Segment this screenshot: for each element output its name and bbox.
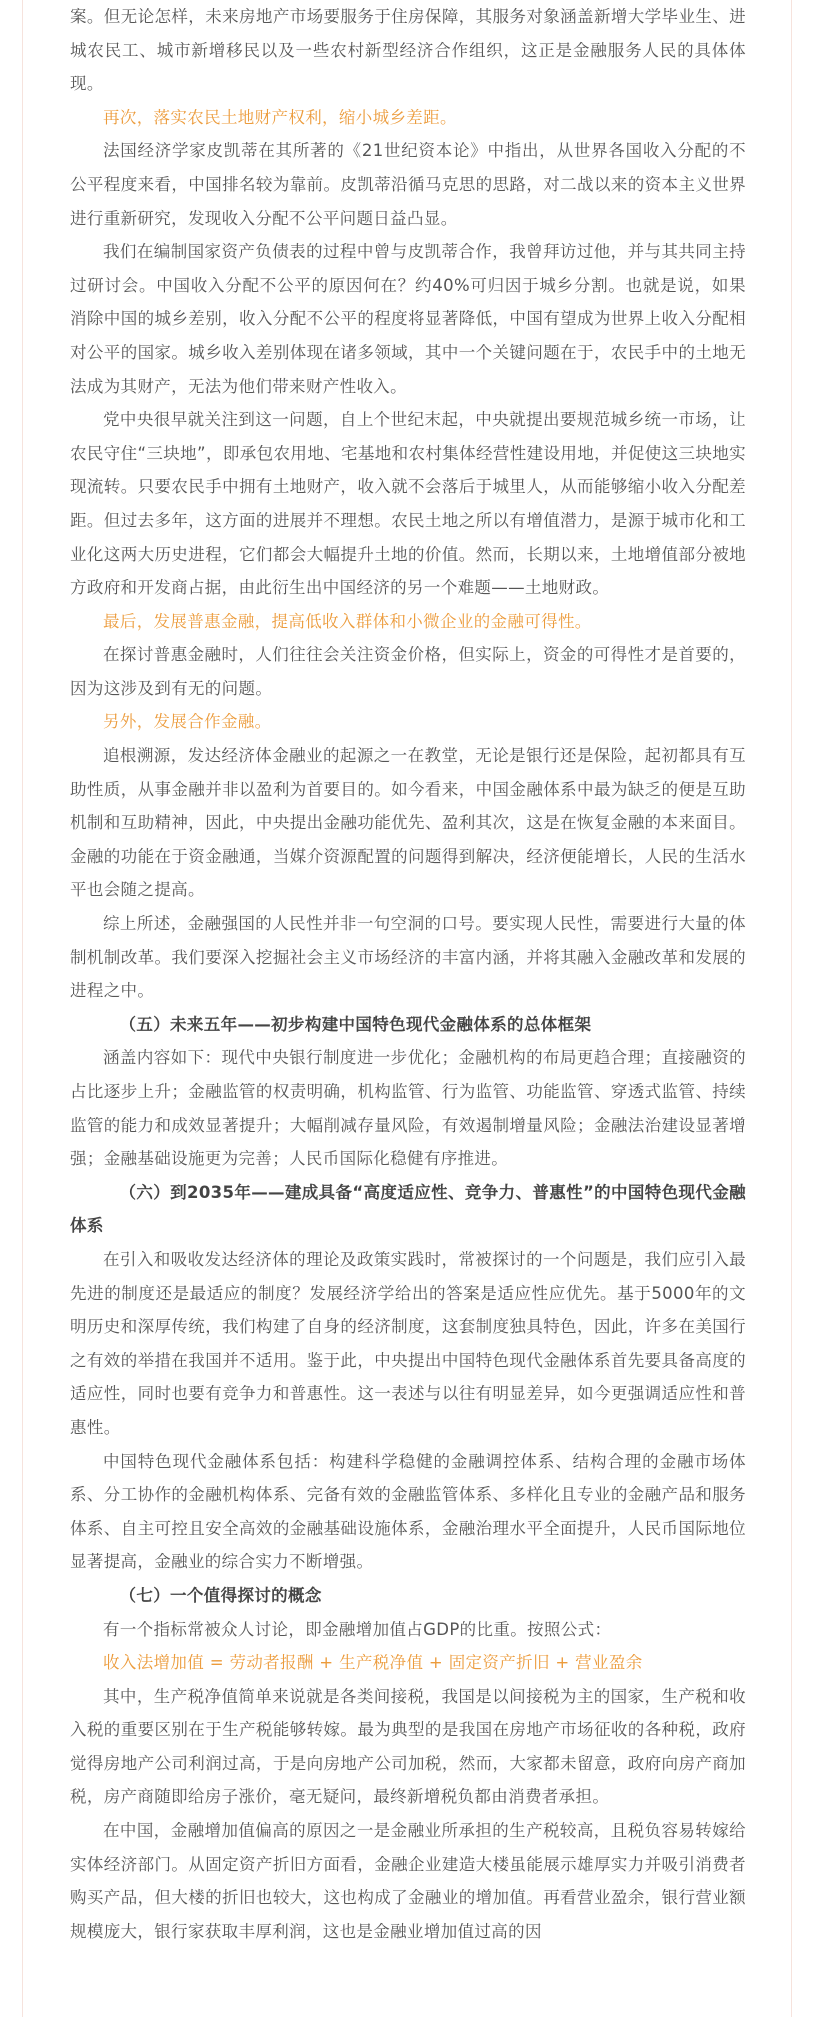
article-body bbox=[70, 0, 746, 1948]
paragraph-balance-sheet: 我们在编制国家资产负债表的过程中曾与皮凯蒂合作，我曾拜访过他，并与其共同主持过研讨会。中国收入分配不公平的原因何在？约40%可归因于城乡分割。也就是说，如果消除中国的城乡差别，收入分配不公平的程度将显著降低，中国有望成为世界上收入分配相对公平的国家。城乡收入差别体现在诸多领域，其中一个关键问题在于，农民手中的土地无法成为其财产，无法为他们带来财产性收入。 bbox=[70, 242, 746, 396]
paragraph-production-tax: 其中，生产税净值简单来说就是各类间接税，我国是以间接税为主的国家，生产税和收入税的重要区别在于生产税能够转嫁。最为典型的是我国在房地产市场征收的各种税，政府觉得房地产公司利润过高，于是向房地产公司加税，然而，大家都未留意，政府向房产商加税，房产商随即给房子涨价，毫无疑问，最终新增税负都由消费者承担。 bbox=[70, 1686, 746, 1807]
paragraph-summary: 综上所述，金融强国的人民性并非一句空洞的口号。要实现人民性，需要进行大量的体制机制改革。我们要深入挖掘社会主义市场经济的丰富内涵，并将其融入金融改革和发展的进程之中。 bbox=[70, 914, 746, 1001]
paragraph-inclusive-finance: 在探讨普惠金融时，人们往往会关注资金价格，但实际上，资金的可得性才是首要的，因为这涉及到有无的问题。 bbox=[70, 645, 746, 698]
paragraph-cooperative-finance: 追根溯源，发达经济体金融业的起源之一在教堂，无论是银行还是保险，起初都具有互助性质，从事金融并非以盈利为首要目的。如今看来，中国金融体系中最为缺乏的便是互助机制和互助精神，因此，中央提出金融功能优先、盈利其次，这是在恢复金融的本来面目。金融的功能在于资金融通，当媒介资源配置的问题得到解决，经济便能增长，人民的生活水平也会随之提高。 bbox=[70, 746, 746, 900]
paragraph-five-content: 涵盖内容如下：现代中央银行制度进一步优化；金融机构的布局更趋合理；直接融资的占比逐步上升；金融监管的权责明确，机构监管、行为监管、功能监管、穿透式监管、持续监管的能力和成效显著提升；大幅削减存量风险，有效遏制增量风险；金融法治建设显著增强；金融基础设施更为完善；人民币国际化稳健有序推进。 bbox=[70, 1048, 746, 1169]
paragraph-three-lands: 党中央很早就关注到这一问题，自上个世纪末起，中央就提出要规范城乡统一市场，让农民守住“三块地”，即承包农用地、宅基地和农村集体经营性建设用地，并促使这三块地实现流转。只要农民手中拥有土地财产，收入就不会落后于城里人，从而能够缩小收入分配差距。但过去多年，这方面的进展并不理想。农民土地之所以有增值潜力，是源于城市化和工业化这两大历史进程，它们都会大幅提升土地的价值。然而，长期以来，土地增值部分被地方政府和开发商占据，由此衍生出中国经济的另一个难题——土地财政。 bbox=[70, 410, 746, 598]
paragraph-continuation: 案。但无论怎样，未来房地产市场要服务于住房保障，其服务对象涵盖新增大学毕业生、进城农民工、城市新增移民以及一些农村新型经济合作组织，这正是金融服务人民的具体体现。 bbox=[70, 7, 746, 94]
formula-value-added: 收入法增加值 = 劳动者报酬 + 生产税净值 + 固定资产折旧 + 营业盈余 bbox=[103, 1653, 643, 1673]
section-heading-five: （五）未来五年——初步构建中国特色现代金融体系的总体框架 bbox=[119, 1014, 592, 1034]
paragraph-finance-value-added: 在中国，金融增加值偏高的原因之一是金融业所承担的生产税较高，且税负容易转嫁给实体经济部门。从固定资产折旧方面看，金融企业建造大楼虽能展示雄厚实力并吸引消费者购买产品，但大楼的折旧也较大，这也构成了金融业的增加值。再看营业盈余，银行营业额规模庞大，银行家获取丰厚利润，这也是金融业增加值过高的因 bbox=[70, 1821, 746, 1941]
paragraph-indicator: 有一个指标常被众人讨论，即金融增加值占GDP的比重。按照公式： bbox=[103, 1619, 612, 1639]
section-heading-seven: （七）一个值得探讨的概念 bbox=[119, 1585, 322, 1605]
highlight-heading-inclusive-finance: 最后，发展普惠金融，提高低收入群体和小微企业的金融可得性。 bbox=[103, 611, 592, 631]
paragraph-piketty: 法国经济学家皮凯蒂在其所著的《21世纪资本论》中指出，从世界各国收入分配的不公平程度来看，中国排名较为靠前。皮凯蒂沿循马克思的思路，对二战以来的资本主义世界进行重新研究，发现收入分配不公平问题日益凸显。 bbox=[70, 141, 746, 228]
section-heading-six: （六）到2035年——建成具备“高度适应性、竞争力、普惠性”的中国特色现代金融体系 bbox=[70, 1182, 746, 1236]
highlight-heading-land-rights: 再次，落实农民土地财产权利，缩小城乡差距。 bbox=[103, 107, 457, 127]
paragraph-adaptability: 在引入和吸收发达经济体的理论及政策实践时，常被探讨的一个问题是，我们应引入最先进的制度还是最适应的制度？发展经济学给出的答案是适应性应优先。基于5000年的文明历史和深厚传统，我们构建了自身的经济制度，这套制度独具特色，因此，许多在美国行之有效的举措在我国并不适用。鉴于此，中央提出中国特色现代金融体系首先要具备高度的适应性，同时也要有竞争力和普惠性。这一表述与以往有明显差异，如今更强调适应性和普惠性。 bbox=[70, 1249, 746, 1437]
highlight-heading-cooperative-finance: 另外，发展合作金融。 bbox=[103, 712, 272, 732]
paragraph-system-components: 中国特色现代金融体系包括：构建科学稳健的金融调控体系、结构合理的金融市场体系、分工协作的金融机构体系、完备有效的金融监管体系、多样化且专业的金融产品和服务体系、自主可控且安全高效的金融基础设施体系，金融治理水平全面提升，人民币国际地位显著提高，金融业的综合实力不断增强。 bbox=[70, 1451, 746, 1572]
